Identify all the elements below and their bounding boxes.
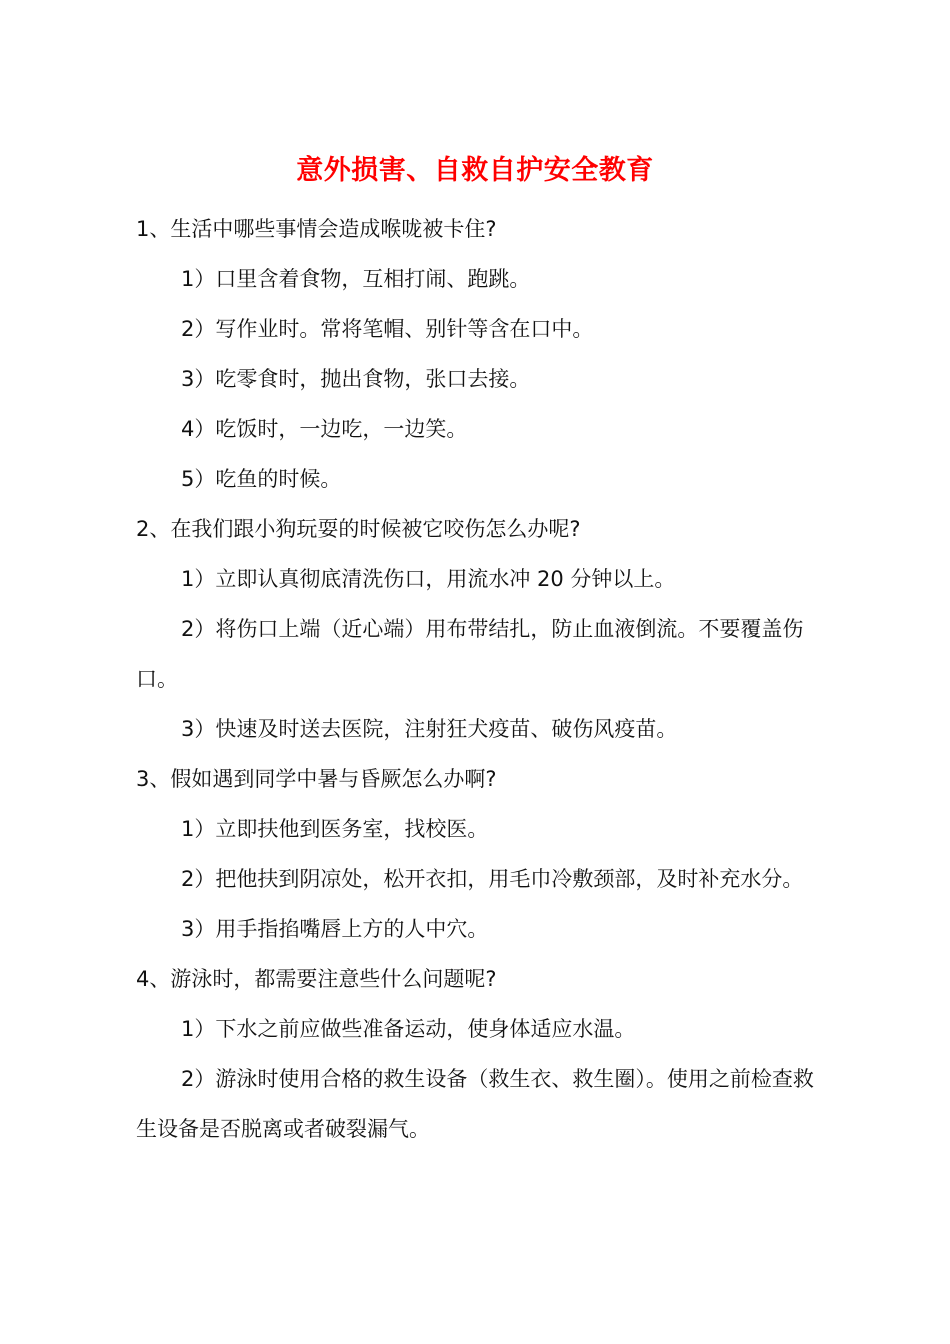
answer-item: 2）写作业时。常将笔帽、别针等含在口中。 [181, 317, 594, 341]
answer-item: 1）口里含着食物，互相打闹、跑跳。 [181, 267, 531, 291]
answer-item: 2）将伤口上端（近心端）用布带结扎，防止血液倒流。不要覆盖伤口。 [136, 617, 804, 691]
answer-item: 4）吃饭时，一边吃，一边笑。 [181, 417, 468, 441]
answer-item: 1）立即认真彻底清洗伤口，用流水冲 20 分钟以上。 [181, 567, 676, 591]
answer-item: 1）下水之前应做些准备运动，使身体适应水温。 [181, 1017, 636, 1041]
answer-item: 3）用手指掐嘴唇上方的人中穴。 [181, 917, 489, 941]
document-body [136, 204, 816, 1154]
question-heading: 2、在我们跟小狗玩耍的时候被它咬伤怎么办呢? [136, 517, 581, 541]
answer-item: 2）把他扶到阴凉处，松开衣扣，用毛巾冷敷颈部，及时补充水分。 [181, 867, 804, 891]
answer-item: 3）快速及时送去医院，注射狂犬疫苗、破伤风疫苗。 [181, 717, 678, 741]
answer-item: 3）吃零食时，抛出食物，张口去接。 [181, 367, 531, 391]
question-heading: 1、生活中哪些事情会造成喉咙被卡住? [136, 217, 497, 241]
document-title: 意外损害、自救自护安全教育 [296, 155, 654, 187]
answer-item: 1）立即扶他到医务室，找校医。 [181, 817, 489, 841]
answer-item: 2）游泳时使用合格的救生设备（救生衣、救生圈）。使用之前检查救生设备是否脱离或者破裂漏气。 [136, 1067, 814, 1141]
answer-item: 5）吃鱼的时候。 [181, 467, 342, 491]
question-heading: 3、假如遇到同学中暑与昏厥怎么办啊? [136, 767, 497, 791]
question-heading: 4、游泳时，都需要注意些什么问题呢? [136, 967, 497, 991]
